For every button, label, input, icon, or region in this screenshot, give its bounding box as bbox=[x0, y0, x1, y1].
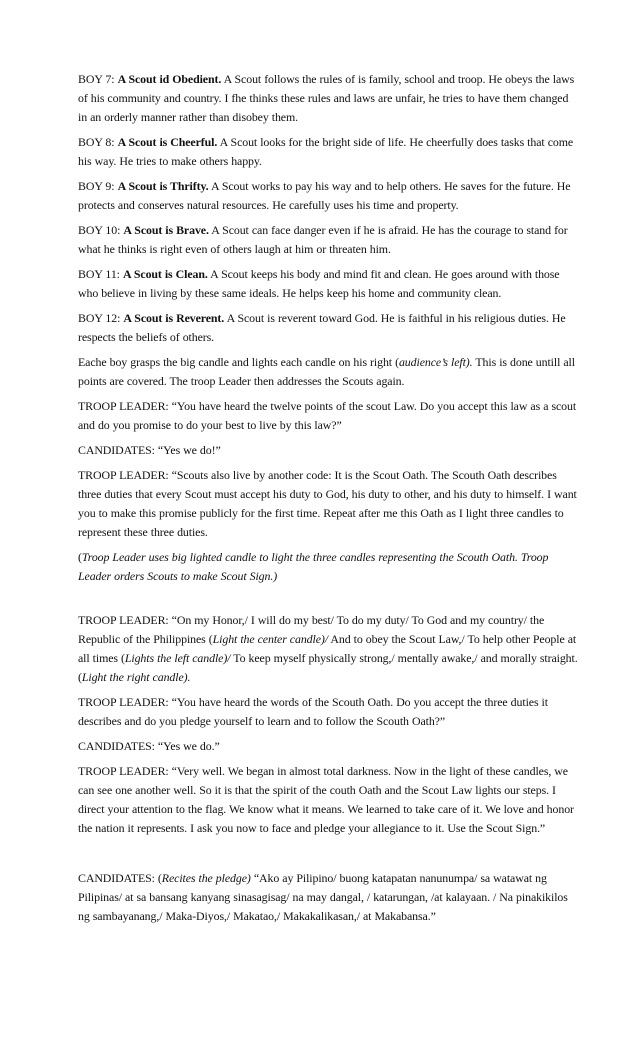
paragraph-troop-leader-flag bbox=[78, 762, 580, 838]
paragraph-troop-leader-oath-question bbox=[78, 693, 580, 731]
text-run: TROOP LEADER: “Very well. We began in almost total darkness. Now in the light of these candles, we can see one another well. So it is that the spirit of the couth Oath and the Scout Law lights our steps. I direct your attention to the flag. We know what it means. We learned to take care of it. We love and honor the nation it represents. I ask you now to face and pledge your allegiance to it. Use the Scout Sign.” bbox=[78, 764, 574, 835]
text-run: A Scout works to pay his way and to help others. He saves for the future. He protects and conserves natural resources. He carefully uses his time and property. bbox=[78, 179, 571, 212]
italic-direction: Light the right candle). bbox=[81, 670, 191, 684]
paragraph-troop-leader-oath-intro bbox=[78, 466, 580, 542]
paragraph-candidates-reply-1 bbox=[78, 441, 580, 460]
text-run: CANDIDATES: “Yes we do.” bbox=[78, 739, 220, 753]
text-run: TROOP LEADER: “You have heard the twelve points of the scout Law. Do you accept this law as a scout and do you promise to do your best to live by this law?” bbox=[78, 399, 577, 432]
paragraph-candle-instruction bbox=[78, 353, 580, 391]
paragraph-boy-12 bbox=[78, 309, 580, 347]
paragraph-boy-10 bbox=[78, 221, 580, 259]
text-run: BOY 7: bbox=[78, 72, 118, 86]
paragraph-boy-7 bbox=[78, 70, 580, 127]
text-run: A Scout can face danger even if he is afraid. He has the courage to stand for what he thinks is right even of others laugh at him or threaten him. bbox=[78, 223, 568, 256]
italic-direction: Troop Leader uses big lighted candle to light the three candles representing the Scouth Oath. Troop Leader orders Scouts to make Scout Sign.) bbox=[78, 550, 549, 583]
paragraph-boy-11 bbox=[78, 265, 580, 303]
text-run: A Scout keeps his body and mind fit and clean. He goes around with those who believe in living by these same ideals. He helps keep his home and community clean. bbox=[78, 267, 560, 300]
text-run: A Scout is reverent toward God. He is faithful in his religious duties. He respects the beliefs of others. bbox=[78, 311, 566, 344]
text-run: This is done untill all points are covered. The troop Leader then addresses the Scouts again. bbox=[78, 355, 575, 388]
text-run: Eache boy grasps the big candle and lights each candle on his right ( bbox=[78, 355, 399, 369]
paragraph-boy-8 bbox=[78, 133, 580, 171]
text-run: BOY 12: bbox=[78, 311, 124, 325]
bold-heading: A Scout is Brave. bbox=[123, 223, 209, 237]
text-run: BOY 10: bbox=[78, 223, 124, 237]
paragraph-troop-leader-law-question bbox=[78, 397, 580, 435]
text-run: CANDIDATES: “Yes we do!” bbox=[78, 443, 221, 457]
text-run: And to obey the Scout Law,/ To help other People at all times ( bbox=[78, 632, 577, 665]
bold-heading: A Scout is Cheerful. bbox=[117, 135, 218, 149]
bold-heading: A Scout is Thrifty. bbox=[117, 179, 209, 193]
text-run: TROOP LEADER: “You have heard the words of the Scouth Oath. Do you accept the three duties it describes and do you pledge yourself to learn and to follow the Scouth Oath?” bbox=[78, 695, 548, 728]
italic-direction: Lights the left candle)/ bbox=[124, 651, 231, 665]
text-run: TROOP LEADER: “On my Honor,/ I will do my best/ To do my duty/ To God and my country/ the Republic of the Philippines ( bbox=[78, 613, 545, 646]
bold-heading: A Scout is Reverent. bbox=[123, 311, 225, 325]
bold-heading: A Scout id Obedient. bbox=[117, 72, 222, 86]
italic-direction: Light the center candle)/ bbox=[212, 632, 328, 646]
text-run: BOY 11: bbox=[78, 267, 123, 281]
bold-heading: A Scout is Clean. bbox=[122, 267, 208, 281]
paragraph-boy-9 bbox=[78, 177, 580, 215]
paragraph-candidates-reply-2 bbox=[78, 737, 580, 756]
text-run: TROOP LEADER: “Scouts also live by another code: It is the Scout Oath. The Scouth Oath describes three duties that every Scout must accept his duty to God, his duty to other, and his duty to himself. I want you to make this promise publicly for the first time. Repeat after me this Oath as I light three candles to represent these three duties. bbox=[78, 468, 577, 539]
text-run: A Scout looks for the bright side of life. He cheerfully does tasks that come his way. He tries to make others happy. bbox=[78, 135, 574, 168]
text-run: A Scout follows the rules of is family, school and troop. He obeys the laws of his community and country. I fhe thinks these rules and laws are unfair, he tries to have them changed in an orderly manner rather than disobey them. bbox=[78, 72, 575, 124]
text-run: ( bbox=[78, 550, 82, 564]
italic-direction: Recites the pledge) bbox=[161, 871, 251, 885]
text-run: “Ako ay Pilipino/ buong katapatan nanunumpa/ sa watawat ng Pilipinas/ at sa bansang kanyang sinasagisag/ na may dangal, / katarungan, /at kalayaan. / Na pinakikilos ng sambayanang,/ Maka-Diyos,/ Makatao,/ Makakalikasan,/ at Makabansa.” bbox=[78, 871, 568, 923]
text-run: To keep myself physically strong,/ mentally awake,/ and morally straight. ( bbox=[78, 651, 578, 684]
text-run: BOY 8: bbox=[78, 135, 118, 149]
text-run: BOY 9: bbox=[78, 179, 118, 193]
paragraph-stage-direction bbox=[78, 548, 580, 586]
paragraph-candidates-pledge bbox=[78, 869, 580, 926]
italic-direction: audience’s left). bbox=[398, 355, 473, 369]
paragraph-scout-oath bbox=[78, 611, 580, 687]
text-run: CANDIDATES: ( bbox=[78, 871, 162, 885]
